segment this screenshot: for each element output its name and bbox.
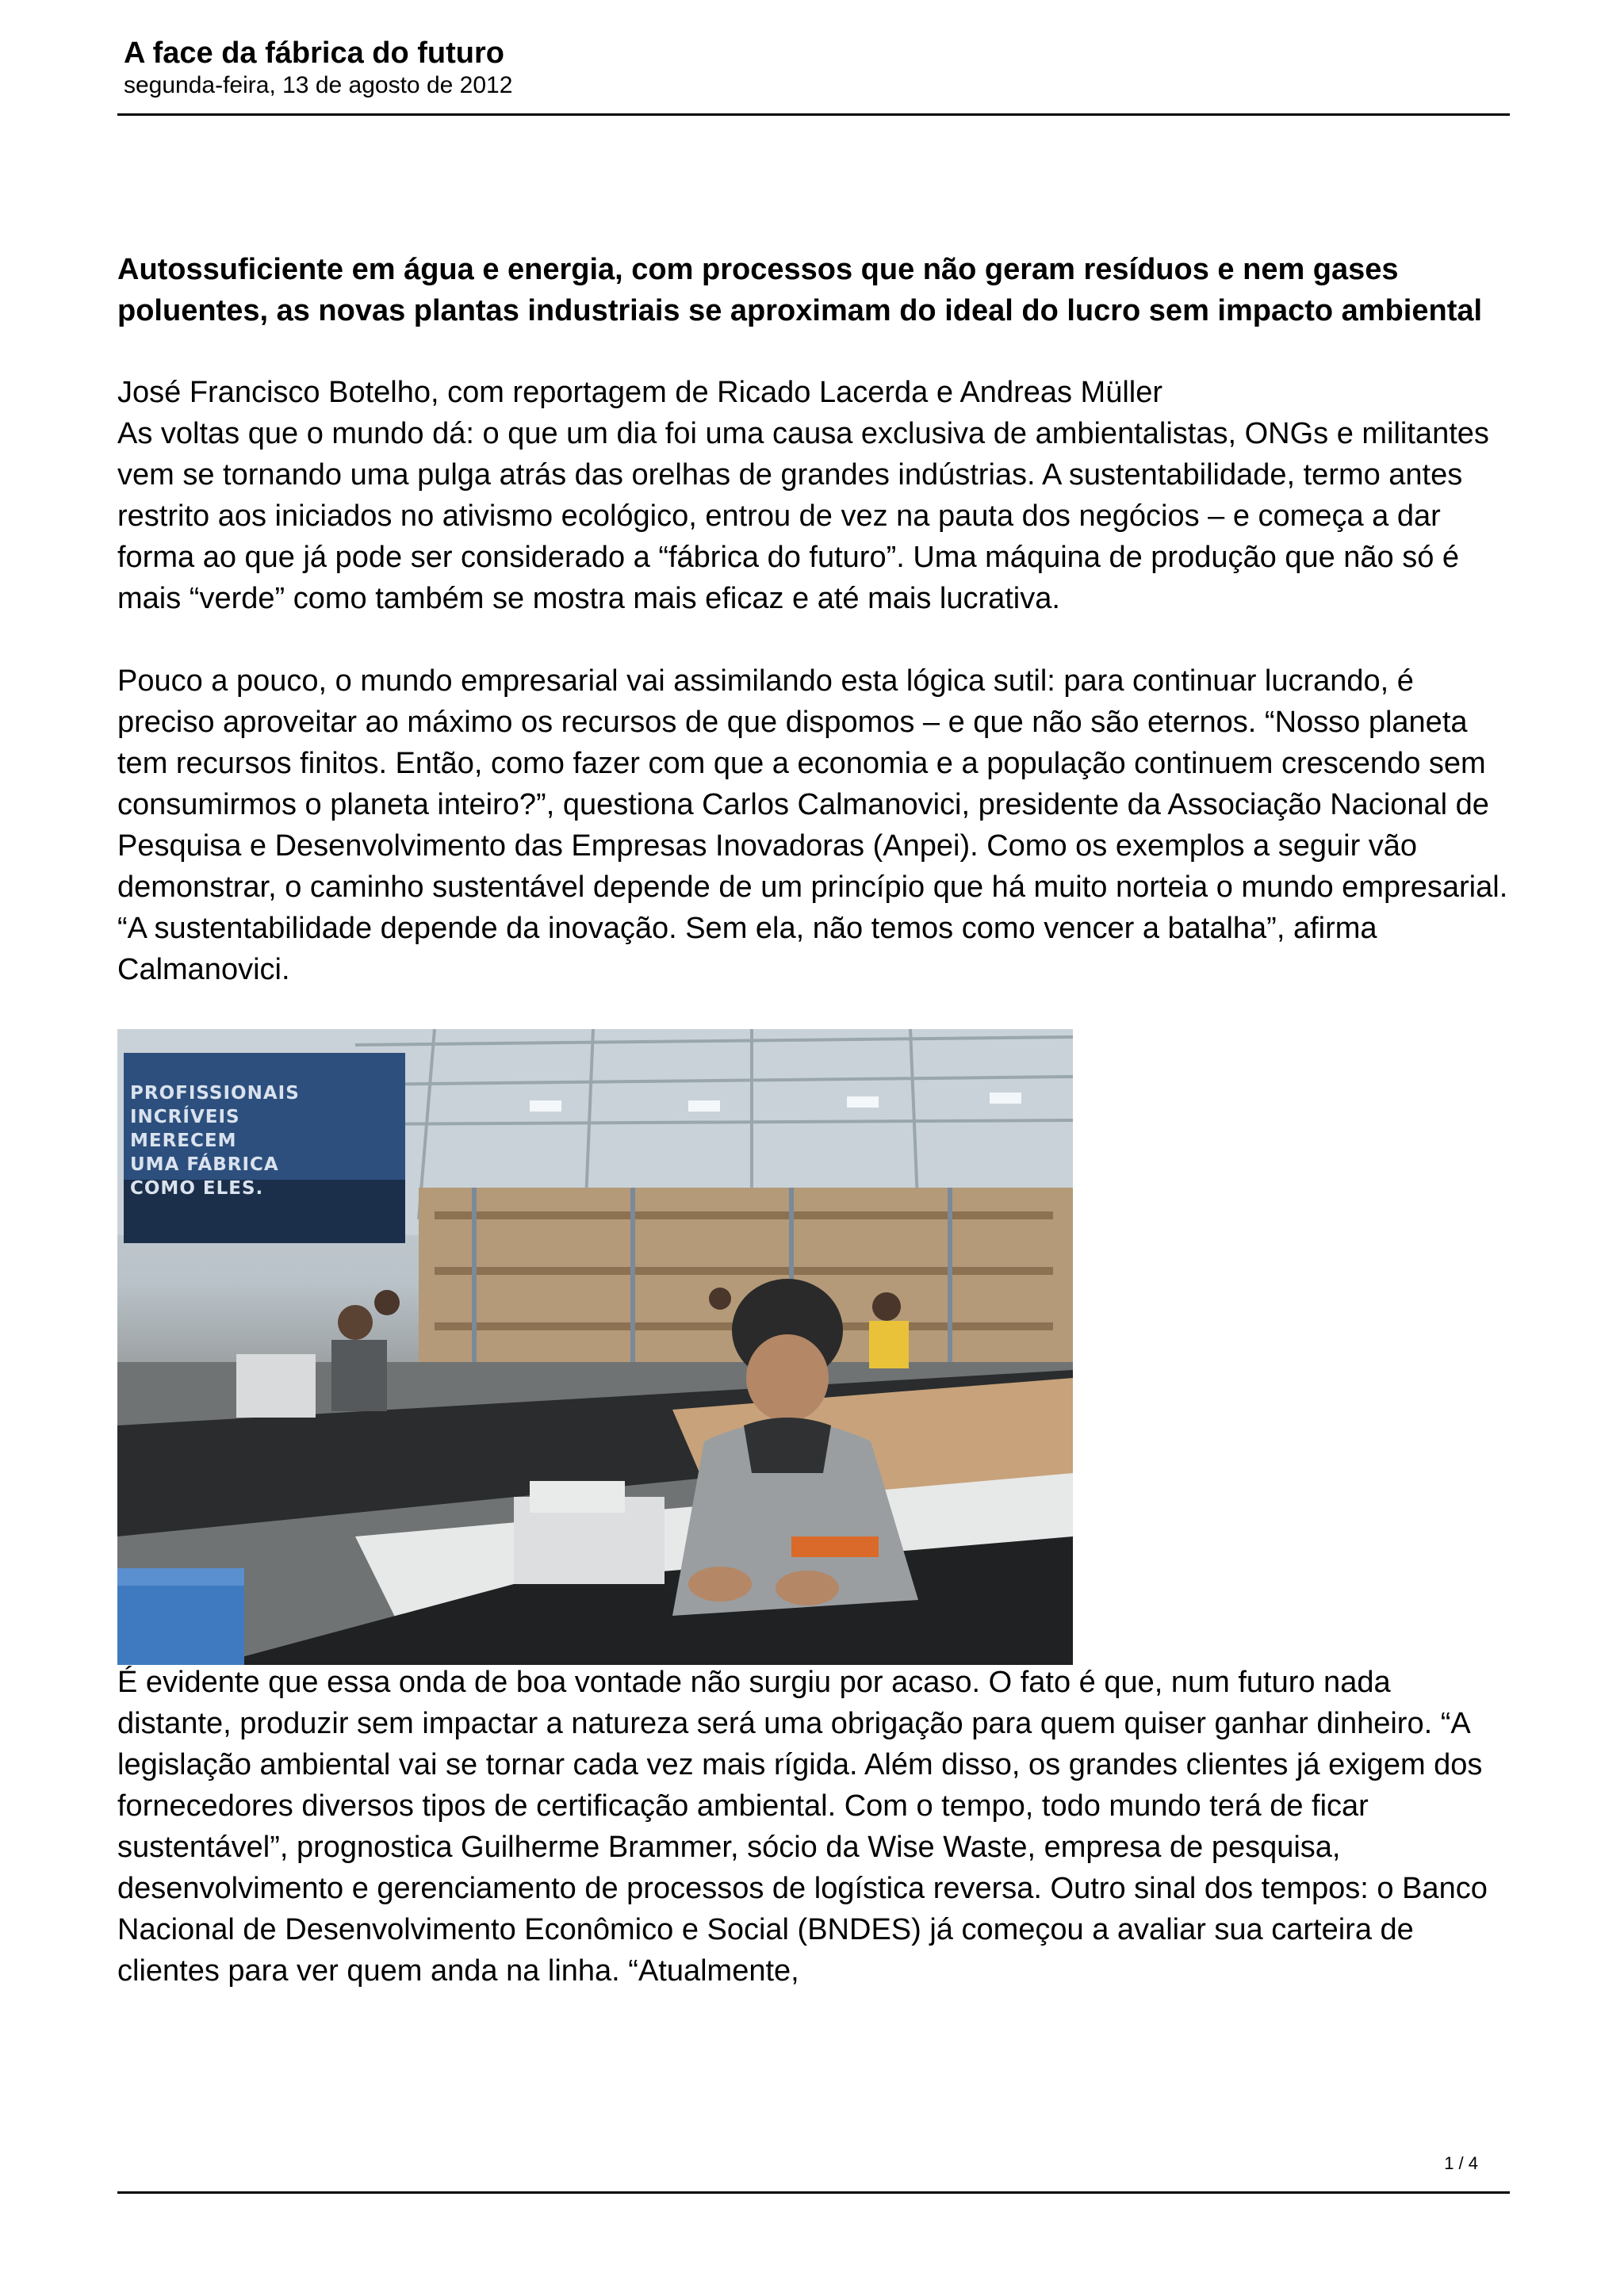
document-title: A face da fábrica do futuro bbox=[124, 36, 504, 70]
factory-photo bbox=[117, 1029, 1073, 1665]
paragraph-2: Pouco a pouco, o mundo empresarial vai assimilando esta lógica sutil: para continuar lucrando, é preciso aproveitar ao máximo os recursos de que dispomos – e que não são eternos. “Nosso planeta tem recursos finitos. Então, como fazer com que a economia e a população continuem crescendo sem consumirmos o planeta inteiro?”, questiona Carlos Calmanovici, presidente da Associação Nacional de Pesquisa e Desenvolvimento das Empresas Inovadoras (Anpei). Como os exemplos a seguir vão demonstrar, o caminho sustentável depende de um princípio que há muito norteia o mundo empresarial. “A sustentabilidade depende da inovação. Sem ela, não temos como vencer a batalha”, afirma Calmanovici. bbox=[117, 664, 1508, 986]
article-body bbox=[117, 249, 1510, 1992]
footer-divider bbox=[117, 2191, 1510, 2194]
article-byline: José Francisco Botelho, com reportagem de Ricado Lacerda e Andreas Müller bbox=[117, 376, 1163, 409]
publication-date: segunda-feira, 13 de agosto de 2012 bbox=[124, 72, 513, 98]
paragraph-1: As voltas que o mundo dá: o que um dia foi uma causa exclusiva de ambientalistas, ONGs e militantes vem se tornando uma pulga atrás das orelhas de grandes indústrias. A sustentabilidade, termo antes restrito aos iniciados no ativismo ecológico, entrou de vez na pauta dos negócios – e começa a dar forma ao que já pode ser considerado a “fábrica do futuro”. Uma máquina de produção que não só é mais “verde” como também se mostra mais eficaz e até mais lucrativa. bbox=[117, 417, 1489, 615]
page-number: 1 / 4 bbox=[1444, 2153, 1478, 2173]
article-lead: Autossuficiente em água e energia, com processos que não geram resíduos e nem gases poluentes, as novas plantas industriais se aproximam do ideal do lucro sem impacto ambiental bbox=[117, 253, 1483, 327]
header-divider bbox=[117, 113, 1510, 116]
paragraph-3: É evidente que essa onda de boa vontade não surgiu por acaso. O fato é que, num futuro nada distante, produzir sem impactar a natureza será uma obrigação para quem quiser ganhar dinheiro. “A legislação ambiental vai se tornar cada vez mais rígida. Além disso, os grandes clientes já exigem dos fornecedores diversos tipos de certificação ambiental. Com o tempo, todo mundo terá de ficar sustentável”, prognostica Guilherme Brammer, sócio da Wise Waste, empresa de pesquisa, desenvolvimento e gerenciamento de processos de logística reversa. Outro sinal dos tempos: o Banco Nacional de Desenvolvimento Econômico e Social (BNDES) já começou a avaliar sua carteira de clientes para ver quem anda na linha. “Atualmente, bbox=[117, 1666, 1488, 1988]
document-header bbox=[117, 35, 1510, 100]
photo-banner-text: PROFISSIONAIS INCRÍVEIS MERECEM UMA FÁBRICA COMO ELES. bbox=[130, 1083, 300, 1199]
